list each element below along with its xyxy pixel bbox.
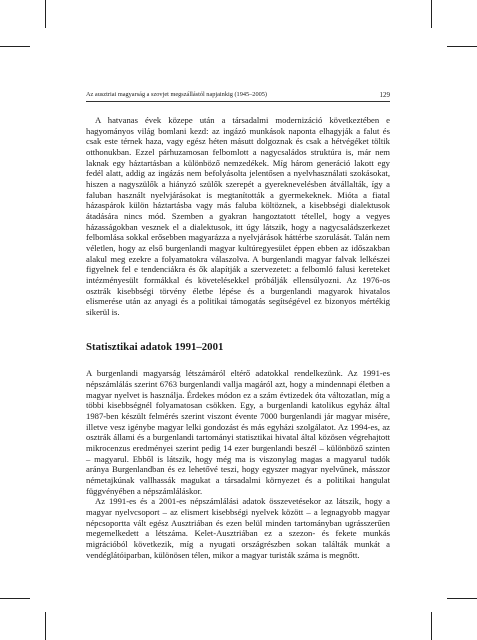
crop-mark-top-left-h	[0, 46, 30, 47]
header-rule	[86, 101, 390, 102]
section-heading: Statisztikai adatok 1991–2001	[86, 341, 224, 354]
crop-mark-bottom-left-v	[45, 612, 46, 640]
paragraph-census-comparison: Az 1991-es és a 2001-es népszámlálási adatok összevetésekor az látszik, hogy a magyar nyelvcsoport – az elismert kisebbségi nyelvek között – a legnagyobb magyar népcsoportta vált egész Ausztriában és ezen belül minden tartományban ugrásszerűen megemelkedett a létszáma. Kelet-Ausztriában ez a szezon- és fekete munkás migrációból következik, míg a nyugati országrészben sokan találták munkát a vendéglátóiparban, különösen télen, mikor a magyar turisták száma is megnőtt.	[86, 496, 390, 560]
running-header	[86, 90, 390, 100]
page-number: 129	[379, 91, 390, 99]
page-body	[86, 115, 390, 560]
running-title: Az ausztriai magyarság a szovjet megszállástól napjainkig (1945–2005)	[86, 91, 267, 98]
crop-mark-top-left-v	[45, 0, 46, 28]
crop-mark-bottom-left-h	[0, 598, 30, 599]
paragraph-modernization: A hatvanas évek közepe után a társadalmi modernizáció következtében e hagyományos világ bomlani kezd: az ingázó munkások naponta elhagyják a falut és csak este térnek haza, vagy egész héten másutt dolgoznak és csak a hétvégéket töltik otthonukban. Ezzel párhuzamosan felbomlott a nagycsaládos struktúra is, már nem laknak egy háztartásban a különböző nemzedékek. Míg három generáció lakott egy fedél alatt, addig az ingázás nem befolyásolta jelentősen a nyelvhasználati szokásokat, hiszen a nagyszülők a hiányzó szülők szerepét a gyereknevelésben átvállalták, így a faluban használt nyelvjárásokat is megtanították a gyermekeknek. Miótа a fiatal házaspárok külön háztartásba vagy más faluba költöznek, a kisebbségi dialektusok átadására nincs mód. Szemben a gyakran hangoztatott tétellel, hogy a vegyes házasságokban vesznek el a dialektusok, itt úgy látszik, hogy a nagycsaládszerkezet felbomlása sokkal erősebben magyarázza a nyelvjárások háttérbe szorulását. Talán nem véletlen, hogy az első burgenlandi magyar kultúregyesület éppen ebben az időszakban alakul meg ezekre a folyamatokra válaszolva. A burgenlandi magyar falvak lelkészei figyelnek fel e tendenciákra és ők alapítják a szervezetet: a felbomló falusi kereteket intézményesült formákkal és követelésekkel próbálják ellensúlyozni. Az 1976-os osztrák kisebbségi törvény életbe lépése és a burgenlandi magyarok hivatalos elismerése után az anyagi és a politikai támogatás segítségével ez bizonyos mértékig sikerül is.	[86, 115, 390, 317]
crop-mark-bottom-right-h	[447, 598, 477, 599]
crop-mark-top-right-h	[447, 46, 477, 47]
crop-mark-top-right-v	[431, 0, 432, 28]
crop-mark-bottom-right-v	[431, 612, 432, 640]
paragraph-statistics: A burgenlandi magyarság létszámáról eltérő adatokkal rendelkezünk. Az 1991-es népszámlálás szerint 6763 burgenlandi vallja magáról azt, hogy a mindennapi életben a magyar nyelvet is használja. Érdekes módon ez a szám évtizedek óta változatlan, míg a többi kisebbségnél folyamatosan csökken. Egy, a burgenlandi katolikus egyház által 1987-ben készült felmérés szerint viszont évente 7000 burgenlandi jár magyar misére, illetve vesz igénybe magyar lelki gondozást és más egyházi szolgálatot. Az 1994-es, az osztrák állami és a burgenlandi tartományi statisztikai hivatal által közösen végrehajtott mikrocenzus eredményei szerint pedig 14 ezer burgenlandi beszél – különböző szinten – magyarul. Ebből is látszik, hogy még ma is viszonylag magas a magyarul tudók aránya Burgenlandban és ez lehetővé teszi, hogy egyszer magyar nyelvűnek, másszor németajkúnak vallhassák magukat a társadalmi környezet és a politikai hangulat függvényében a népszámláláskor.	[86, 368, 390, 496]
